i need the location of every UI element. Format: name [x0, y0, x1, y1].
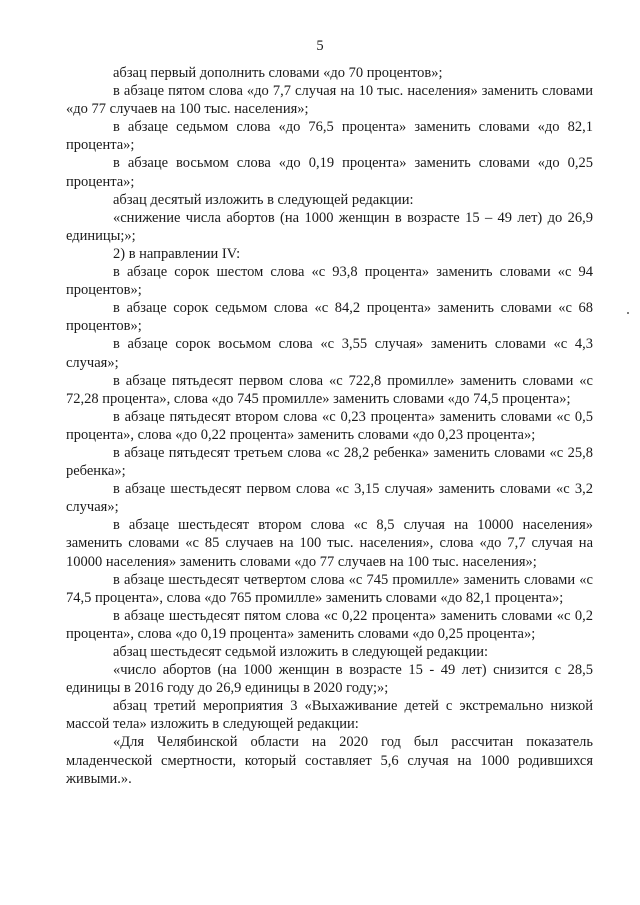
- paragraph: в абзаце шестьдесят первом слова «с 3,15 случая» заменить словами «с 3,2 случая»;: [66, 481, 593, 516]
- paragraph: в абзаце шестьдесят втором слова «с 8,5 случая на 10000 населения» заменить словами «с 85 случаев на 100 тыс. населения», слова «до 7,7 случая на 10000 населения» заменить словами «до 77 случаев на 100 тыс. населения»;: [66, 517, 593, 570]
- page-number: 5: [316, 38, 324, 54]
- paragraph: в абзаце восьмом слова «до 0,19 процента» заменить словами «до 0,25 процента»;: [66, 155, 593, 190]
- paragraph: абзац десятый изложить в следующей редакции:: [113, 191, 414, 208]
- document-body: [66, 64, 593, 788]
- margin-speck: [627, 312, 629, 314]
- paragraph: «число абортов (на 1000 женщин в возрасте 15 - 49 лет) снизится с 28,5 единицы в 2016 году до 26,9 единицы в 2020 году;»;: [66, 662, 593, 697]
- paragraph: в абзаце сорок шестом слова «с 93,8 процента» заменить словами «с 94 процентов»;: [66, 264, 593, 299]
- paragraph: абзац шестьдесят седьмой изложить в следующей редакции:: [113, 644, 489, 660]
- paragraph: в абзаце сорок восьмом слова «с 3,55 случая» заменить словами «с 4,3 случая»;: [66, 336, 593, 371]
- paragraph: абзац первый дополнить словами «до 70 процентов»;: [113, 65, 443, 81]
- paragraph: в абзаце сорок седьмом слова «с 84,2 процента» заменить словами «с 68 процентов»;: [66, 300, 593, 335]
- paragraph: в абзаце пятом слова «до 7,7 случая на 10 тыс. населения» заменить словами «до 77 случаев на 100 тыс. населения»;: [66, 83, 593, 118]
- paragraph: в абзаце шестьдесят четвертом слова «с 745 промилле» заменить словами «с 74,5 процента», слова «до 765 промилле» заменить словами «до 82,1 процента»;: [66, 571, 593, 606]
- paragraph: в абзаце седьмом слова «до 76,5 процента» заменить словами «до 82,1 процента»;: [66, 119, 593, 154]
- paragraph: 2) в направлении IV:: [113, 245, 241, 262]
- paragraph: абзац третий мероприятия 3 «Выхаживание детей с экстремально низкой массой тела» изложить в следующей редакции:: [66, 698, 593, 733]
- paragraph: «снижение числа абортов (на 1000 женщин в возрасте 15 – 49 лет) до 26,9 единицы;»;: [66, 209, 593, 244]
- paragraph: «Для Челябинской области на 2020 год был рассчитан показатель младенческой смертности, который составляет 5,6 случая на 1000 родившихся живыми.».: [66, 734, 593, 787]
- paragraph: в абзаце шестьдесят пятом слова «с 0,22 процента» заменить словами «с 0,2 процента», слова «до 0,19 процента» заменить словами «до 0,25 процента»;: [66, 607, 593, 642]
- paragraph: в абзаце пятьдесят третьем слова «с 28,2 ребенка» заменить словами «с 25,8 ребенка»;: [66, 444, 593, 480]
- paragraph: в абзаце пятьдесят первом слова «с 722,8 промилле» заменить словами «с 72,28 процента», слова «до 745 промилле» заменить словами «до 74,5 процента»;: [66, 372, 593, 407]
- paragraph: в абзаце пятьдесят втором слова «с 0,23 процента» заменить словами «с 0,5 процента», слова «до 0,22 процента» заменить словами «до 0,23 процента»;: [66, 408, 593, 443]
